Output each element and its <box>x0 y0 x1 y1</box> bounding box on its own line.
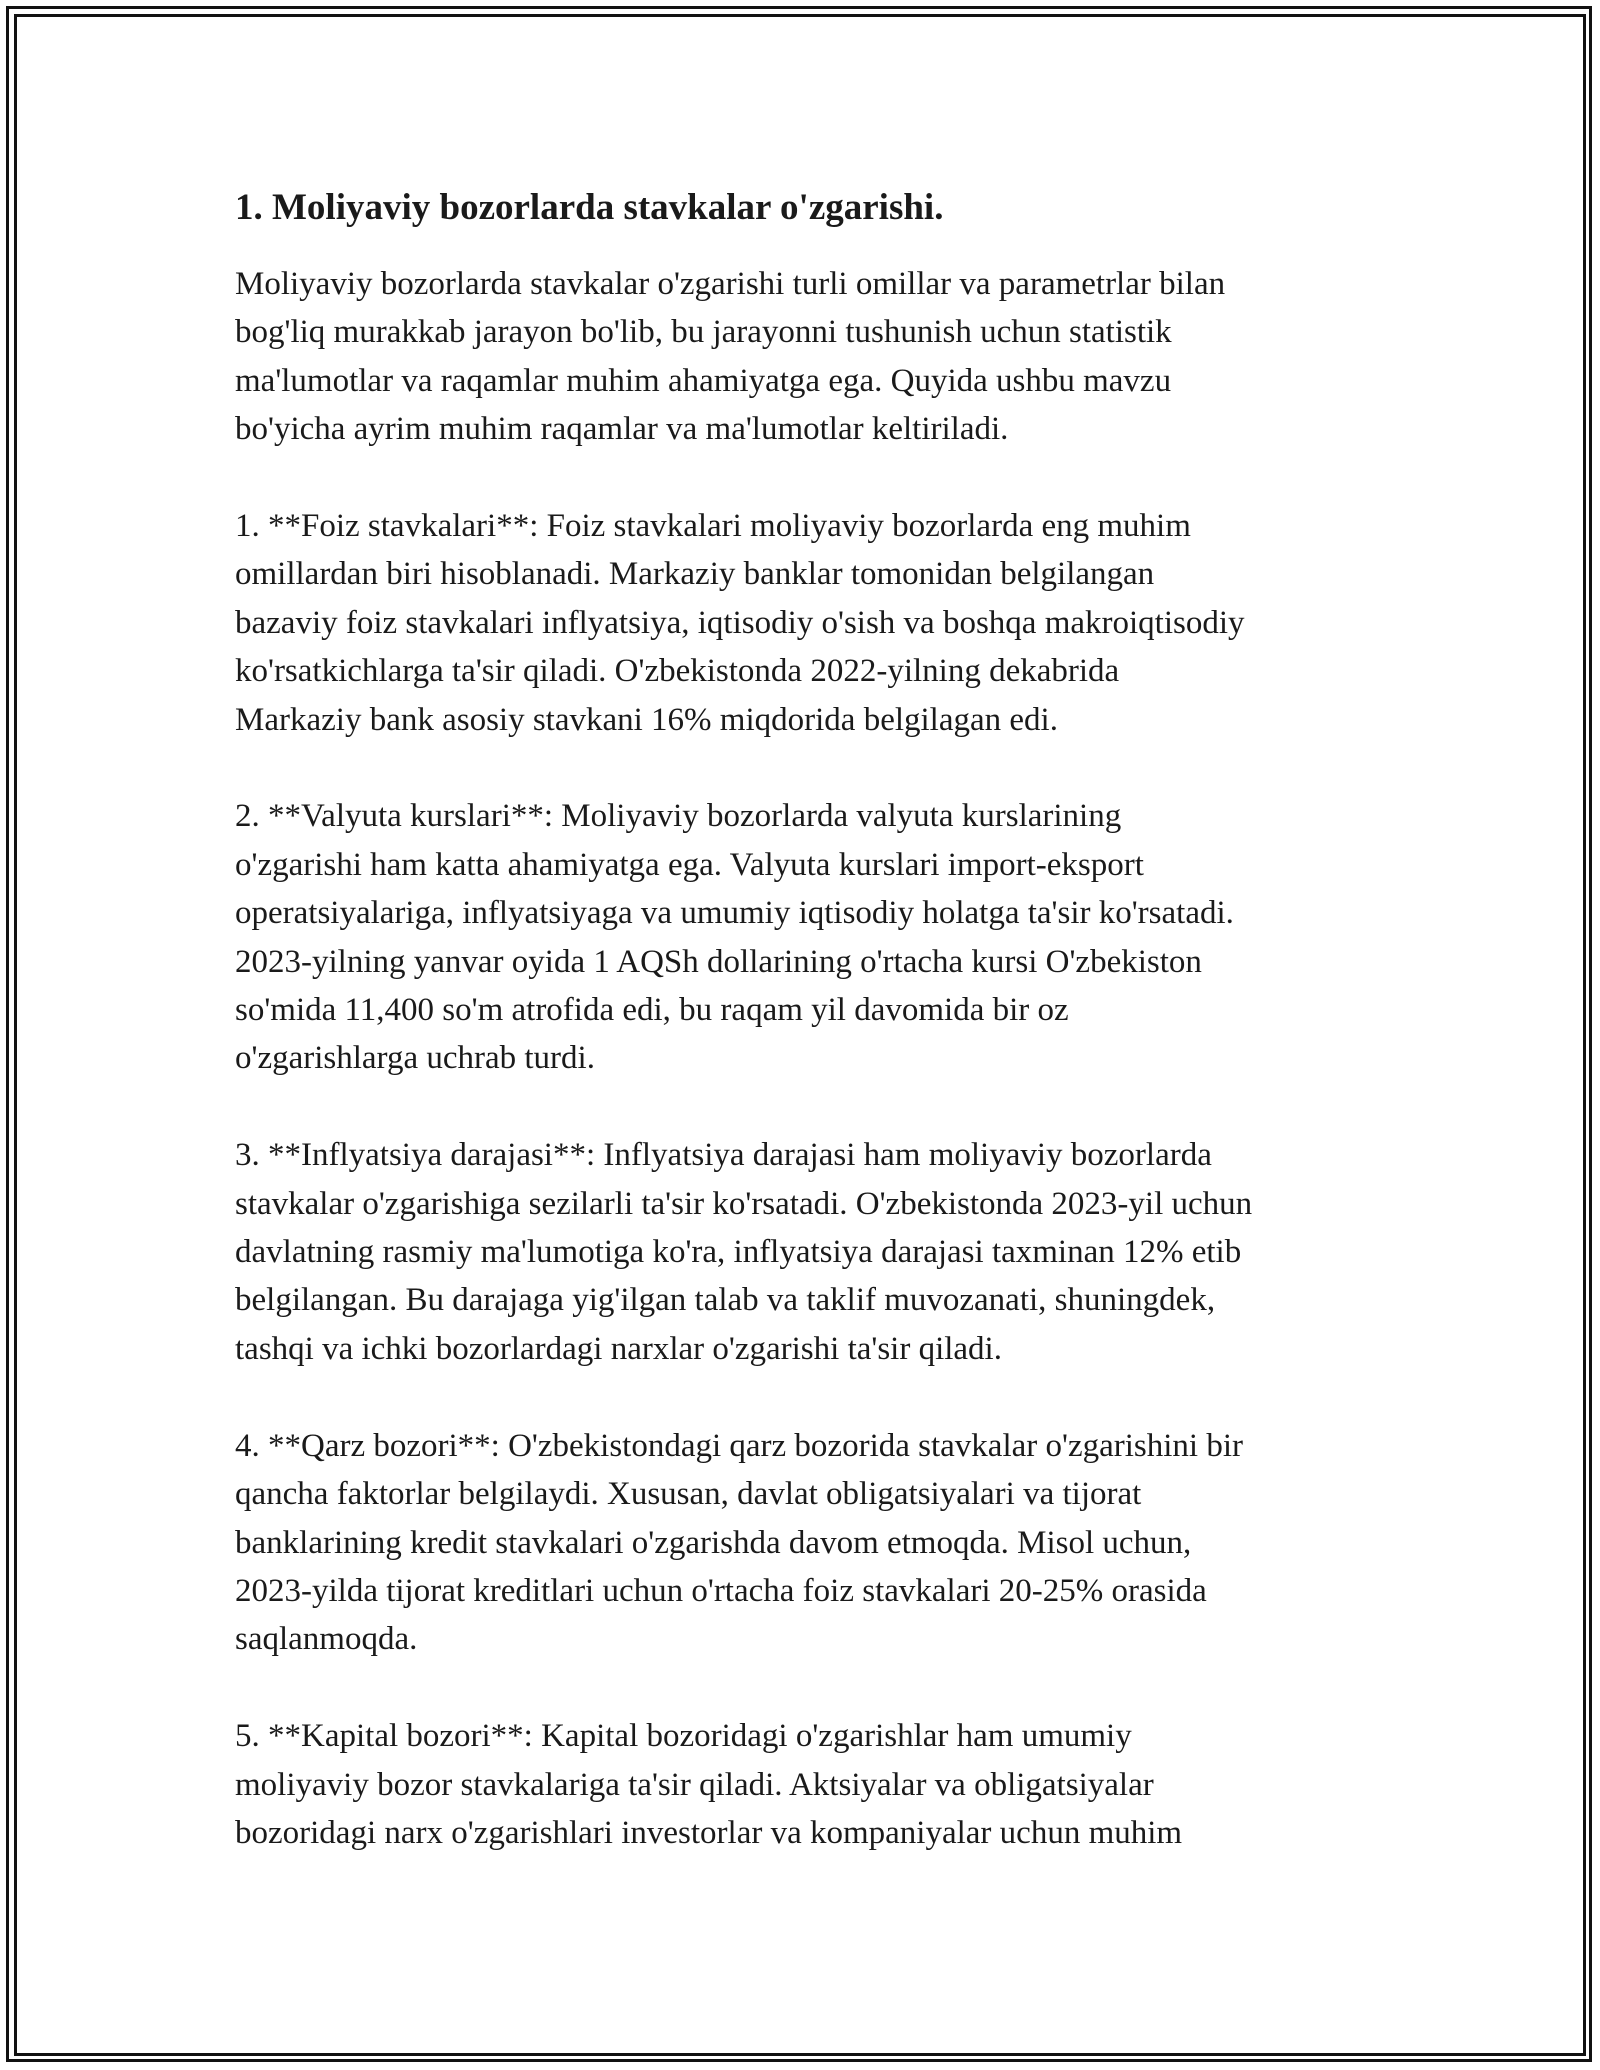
text-line: saqlanmoqda. <box>235 1621 418 1658</box>
text-line: ma'lumotlar va raqamlar muhim ahamiyatga ega. Quyida ushbu mavzu <box>235 362 1172 399</box>
text-line: tashqi va ichki bozorlardagi narxlar o'zgarishi ta'sir qiladi. <box>235 1330 1002 1367</box>
text-line: o'zgarishlarga uchrab turdi. <box>235 1040 595 1077</box>
text-line: 3. **Inflyatsiya darajasi**: Inflyatsiya darajasi ham moliyaviy bozorlarda <box>235 1137 1212 1174</box>
text-line: stavkalar o'zgarishiga sezilarli ta'sir ko'rsatadi. O'zbekistonda 2023-yil uchun <box>235 1185 1253 1222</box>
paragraph-inflation <box>235 1131 1375 1373</box>
text-line: omillardan biri hisoblanadi. Markaziy banklar tomonidan belgilangan <box>235 556 1155 593</box>
text-line: 1. **Foiz stavkalari**: Foiz stavkalari moliyaviy bozorlarda eng muhim <box>235 508 1191 545</box>
paragraph-intro <box>235 260 1375 454</box>
text-line: banklarining kredit stavkalari o'zgarishda davom etmoqda. Misol uchun, <box>235 1524 1192 1561</box>
text-line: 2023-yilda tijorat kreditlari uchun o'rtacha foiz stavkalari 20-25% orasida <box>235 1572 1207 1609</box>
text-line: davlatning rasmiy ma'lumotiga ko'ra, inflyatsiya darajasi taxminan 12% etib <box>235 1234 1242 1271</box>
text-line: qancha faktorlar belgilaydi. Xususan, davlat obligatsiyalari va tijorat <box>235 1476 1142 1513</box>
text-line: 5. **Kapital bozori**: Kapital bozoridagi o'zgarishlar ham umumiy <box>235 1718 1132 1755</box>
text-line: Moliyaviy bozorlarda stavkalar o'zgarishi turli omillar va parametrlar bilan <box>235 266 1226 302</box>
text-line: bog'liq murakkab jarayon bo'lib, bu jarayonni tushunish uchun statistik <box>235 314 1172 351</box>
paragraph-capital-market <box>235 1712 1375 1857</box>
paragraph-debt-market <box>235 1422 1375 1664</box>
text-line: belgilangan. Bu darajaga yig'ilgan talab va taklif muvozanati, shuningdek, <box>235 1282 1216 1319</box>
text-line: ko'rsatkichlarga ta'sir qiladi. O'zbekistonda 2022-yilning dekabrida <box>235 653 1120 690</box>
text-line: Markaziy bank asosiy stavkani 16% miqdorida belgilagan edi. <box>235 701 1058 738</box>
text-line: 4. **Qarz bozori**: O'zbekistondagi qarz bozorida stavkalar o'zgarishini bir <box>235 1427 1243 1464</box>
text-line: 2. **Valyuta kurslari**: Moliyaviy bozorlarda valyuta kurslarining <box>235 798 1122 835</box>
text-line: so'mida 11,400 so'm atrofida edi, bu raqam yil davomida bir oz <box>235 992 1069 1029</box>
text-line: moliyaviy bozor stavkalariga ta'sir qiladi. Aktsiyalar va obligatsiyalar <box>235 1766 1154 1803</box>
text-line: bazaviy foiz stavkalari inflyatsiya, iqtisodiy o'sish va boshqa makroiqtisodiy <box>235 604 1245 641</box>
text-line: bo'yicha ayrim muhim raqamlar va ma'lumotlar keltiriladi. <box>235 411 1009 448</box>
paragraph-interest-rates <box>235 502 1375 744</box>
document-title: 1. Moliyaviy bozorlarda stavkalar o'zgarishi. <box>235 187 944 228</box>
text-line: 2023-yilning yanvar oyida 1 AQSh dollarining o'rtacha kursi O'zbekiston <box>235 943 1202 980</box>
text-line: bozoridagi narx o'zgarishlari investorlar va kompaniyalar uchun muhim <box>235 1814 1183 1851</box>
document-page <box>235 186 1375 1906</box>
text-line: o'zgarishi ham katta ahamiyatga ega. Valyuta kurslari import-eksport <box>235 846 1144 883</box>
text-line: operatsiyalariga, inflyatsiyaga va umumiy iqtisodiy holatga ta'sir ko'rsatadi. <box>235 895 1234 932</box>
paragraph-exchange-rates <box>235 792 1375 1082</box>
